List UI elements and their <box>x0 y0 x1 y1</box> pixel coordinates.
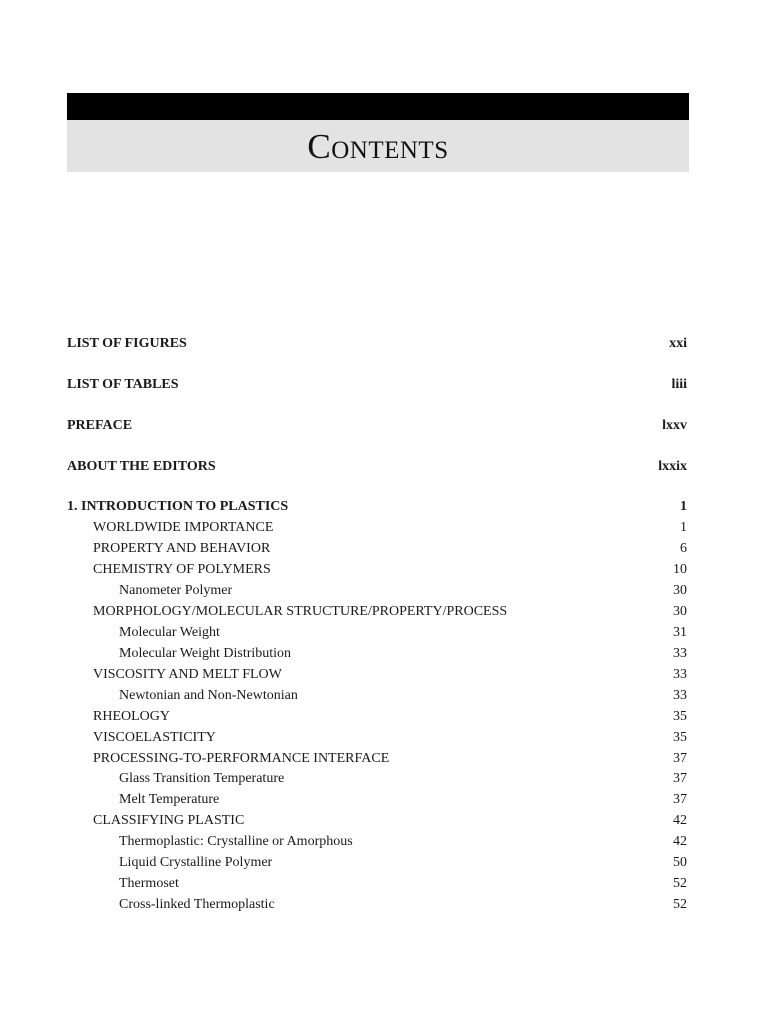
toc-subsection-entry[interactable] <box>67 790 687 810</box>
toc-entry-label: Melt Temperature <box>119 792 220 808</box>
toc-entry-label: PROCESSING-TO-PERFORMANCE INTERFACE <box>93 750 390 766</box>
toc-subsection-entry[interactable] <box>67 623 687 643</box>
toc-subsection-entry[interactable] <box>67 581 687 601</box>
toc-subsection-entry[interactable] <box>67 832 687 852</box>
toc-entry-label: Molecular Weight <box>119 624 220 640</box>
toc-subsection-entry[interactable] <box>67 769 687 789</box>
toc-entry-page: 33 <box>673 666 687 682</box>
toc-entry-list-of-figures[interactable] <box>67 334 687 354</box>
toc-entry-list-of-tables[interactable] <box>67 375 687 395</box>
toc-subsection-entry[interactable] <box>67 853 687 873</box>
toc-entry-label: Liquid Crystalline Polymer <box>119 855 273 871</box>
toc-entry-page: 50 <box>673 855 687 871</box>
toc-entry-label: Thermoset <box>119 876 179 892</box>
toc-entry-page: 52 <box>673 897 687 913</box>
toc-section-entry[interactable] <box>67 811 687 831</box>
toc-section-entry[interactable] <box>67 707 687 727</box>
page-title: Contents <box>307 127 449 166</box>
toc-entry-page: 31 <box>673 624 687 640</box>
toc-entry-label: PREFACE <box>67 418 133 433</box>
toc-entry-page: 37 <box>673 750 687 766</box>
toc-entry-preface[interactable] <box>67 416 687 436</box>
toc-entry-page: 37 <box>673 771 687 787</box>
toc-entry-label: VISCOELASTICITY <box>93 729 216 745</box>
toc-entry-page: 42 <box>673 813 687 829</box>
toc-entry-about-the-editors[interactable] <box>67 457 687 477</box>
toc-entry-label: Molecular Weight Distribution <box>119 645 292 661</box>
toc-entry-label: CLASSIFYING PLASTIC <box>93 813 245 829</box>
toc-entry-label: MORPHOLOGY/MOLECULAR STRUCTURE/PROPERTY/PROCESS <box>93 603 508 619</box>
toc-subsection-entry[interactable] <box>67 644 687 664</box>
toc-entry-label: PROPERTY AND BEHAVIOR <box>93 541 271 556</box>
toc-entry-label: VISCOSITY AND MELT FLOW <box>93 666 282 682</box>
toc-entry-label: Newtonian and Non-Newtonian <box>119 687 298 703</box>
toc-entry-label: Cross-linked Thermoplastic <box>119 897 275 913</box>
toc-entry-label: WORLDWIDE IMPORTANCE <box>93 520 274 535</box>
toc-subsection-entry[interactable] <box>67 686 687 706</box>
toc-entry-page: 33 <box>673 645 687 661</box>
toc-entry-label: RHEOLOGY <box>93 708 170 724</box>
toc-entry-page: 6 <box>680 541 687 556</box>
toc-section-entry[interactable] <box>67 749 687 769</box>
toc-section-entry[interactable] <box>67 665 687 685</box>
toc-entry-label: Nanometer Polymer <box>119 582 233 598</box>
toc-entry-label: Thermoplastic: Crystalline or Amorphous <box>119 834 353 850</box>
toc-subsection-entry[interactable] <box>67 874 687 894</box>
toc-entry-page: 10 <box>673 561 687 577</box>
toc-section-entry[interactable] <box>67 518 687 538</box>
toc-entry-page: 37 <box>673 792 687 808</box>
toc-entry-label: ABOUT THE EDITORS <box>67 459 216 474</box>
toc-entry-page: 52 <box>673 876 687 892</box>
toc-entry-page: 42 <box>673 834 687 850</box>
toc-entry-page: lxxix <box>658 459 687 474</box>
title-banner <box>67 120 689 172</box>
toc-section-entry[interactable] <box>67 560 687 580</box>
toc-entry-page: 35 <box>673 729 687 745</box>
toc-entry-page: 33 <box>673 687 687 703</box>
toc-entry-label: LIST OF TABLES <box>67 377 179 392</box>
toc-entry-page: 35 <box>673 708 687 724</box>
toc-entry-page: liii <box>671 377 687 392</box>
toc-entry-page: 1 <box>680 520 687 535</box>
toc-entry-page: lxxv <box>662 418 687 433</box>
toc-chapter-label: 1. INTRODUCTION TO PLASTICS <box>67 499 289 514</box>
toc-section-entry[interactable] <box>67 728 687 748</box>
toc-section-entry[interactable] <box>67 539 687 559</box>
toc-chapter-page: 1 <box>680 499 687 514</box>
toc-subsection-entry[interactable] <box>67 895 687 915</box>
toc-entry-label: Glass Transition Temperature <box>119 771 285 787</box>
toc-entry-page: 30 <box>673 582 687 598</box>
toc-section-entry[interactable] <box>67 602 687 622</box>
header-bar <box>67 93 689 120</box>
toc-entry-page: 30 <box>673 603 687 619</box>
toc-entry-page: xxi <box>669 336 687 351</box>
toc-entry-label: LIST OF FIGURES <box>67 336 187 351</box>
toc-chapter-1[interactable] <box>67 497 687 517</box>
toc-entry-label: CHEMISTRY OF POLYMERS <box>93 561 271 577</box>
